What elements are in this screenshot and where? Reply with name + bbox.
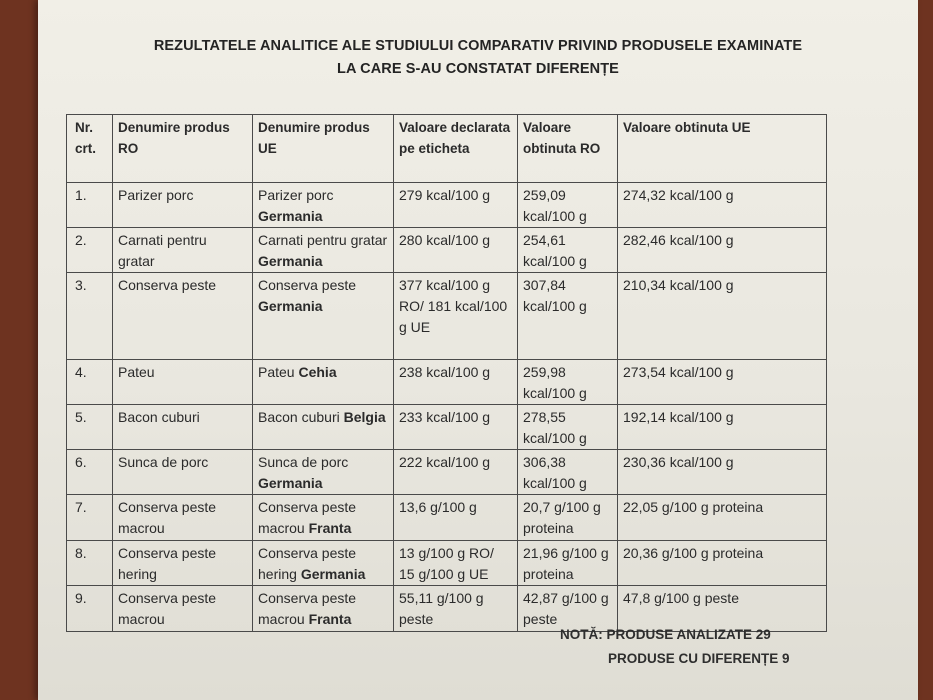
cell-product-ro: Sunca de porc xyxy=(113,450,253,495)
cell-value-ue: 273,54 kcal/100 g xyxy=(618,360,827,405)
cell-value-ue: 22,05 g/100 g proteina xyxy=(618,495,827,541)
table-row xyxy=(67,183,827,228)
product-ue-name: Conserva peste macrou xyxy=(258,499,357,536)
product-ue-name: Conserva peste xyxy=(258,277,357,293)
product-ue-country: Belgia xyxy=(343,409,386,425)
product-ue-country: Germania xyxy=(258,298,323,314)
cell-product-ro: Conserva peste hering xyxy=(113,541,253,586)
header-value-ue: Valoare obtinuta UE xyxy=(618,115,827,183)
cell-product-ue xyxy=(253,183,394,228)
cell-product-ue xyxy=(253,273,394,360)
table-header-row xyxy=(67,115,827,183)
cell-product-ro: Parizer porc xyxy=(113,183,253,228)
cell-value-ue: 210,34 kcal/100 g xyxy=(618,273,827,360)
cell-product-ro: Bacon cuburi xyxy=(113,405,253,450)
cell-value-ue: 20,36 g/100 g proteina xyxy=(618,541,827,586)
header-declared-value: Valoare declarata pe eticheta xyxy=(394,115,518,183)
cell-value-ro: 259,98 kcal/100 g xyxy=(518,360,618,405)
table-row xyxy=(67,360,827,405)
header-product-ro: Denumire produs RO xyxy=(113,115,253,183)
cell-value-ue: 192,14 kcal/100 g xyxy=(618,405,827,450)
cell-product-ro: Conserva peste xyxy=(113,273,253,360)
cell-product-ro: Conserva peste macrou xyxy=(113,495,253,541)
product-ue-country: Germania xyxy=(258,253,323,269)
cell-product-ro: Carnati pentru gratar xyxy=(113,228,253,273)
table-row xyxy=(67,450,827,495)
cell-nr: 7. xyxy=(67,495,113,541)
cell-declared-value: 55,11 g/100 g peste xyxy=(394,586,518,632)
note-products-analyzed: NOTĂ: PRODUSE ANALIZATE 29 xyxy=(560,627,771,642)
product-ue-country: Franta xyxy=(308,520,352,536)
product-ue-country: Franta xyxy=(308,611,352,627)
cell-value-ue: 230,36 kcal/100 g xyxy=(618,450,827,495)
cell-product-ro: Pateu xyxy=(113,360,253,405)
cell-declared-value: 377 kcal/100 g RO/ 181 kcal/100 g UE xyxy=(394,273,518,360)
cell-declared-value: 233 kcal/100 g xyxy=(394,405,518,450)
cell-declared-value: 238 kcal/100 g xyxy=(394,360,518,405)
cell-nr: 5. xyxy=(67,405,113,450)
product-ue-country: Germania xyxy=(258,475,323,491)
table-row xyxy=(67,586,827,632)
header-nr: Nr. crt. xyxy=(67,115,113,183)
cell-value-ro: 20,7 g/100 g proteina xyxy=(518,495,618,541)
product-ue-name: Pateu xyxy=(258,364,295,380)
cell-value-ro: 306,38 kcal/100 g xyxy=(518,450,618,495)
cell-product-ue xyxy=(253,228,394,273)
results-table xyxy=(66,114,827,632)
cell-product-ue xyxy=(253,541,394,586)
product-ue-name: Conserva peste macrou xyxy=(258,590,357,627)
cell-nr: 9. xyxy=(67,586,113,632)
document-title-line-1: REZULTATELE ANALITICE ALE STUDIULUI COMPARATIV PRIVIND PRODUSELE EXAMINATE xyxy=(153,38,803,54)
table-row xyxy=(67,541,827,586)
document-page xyxy=(38,0,918,700)
cell-declared-value: 13,6 g/100 g xyxy=(394,495,518,541)
cell-declared-value: 13 g/100 g RO/ 15 g/100 g UE xyxy=(394,541,518,586)
header-product-ue: Denumire produs UE xyxy=(253,115,394,183)
product-ue-name: Carnati pentru gratar xyxy=(258,232,388,248)
cell-nr: 8. xyxy=(67,541,113,586)
header-value-ro: Valoare obtinuta RO xyxy=(518,115,618,183)
product-ue-country: Germania xyxy=(258,208,323,224)
cell-product-ue xyxy=(253,360,394,405)
product-ue-name: Conserva peste hering xyxy=(258,545,357,582)
cell-nr: 1. xyxy=(67,183,113,228)
cell-nr: 3. xyxy=(67,273,113,360)
table-row xyxy=(67,228,827,273)
cell-product-ue xyxy=(253,450,394,495)
cell-value-ro: 254,61 kcal/100 g xyxy=(518,228,618,273)
table-row xyxy=(67,273,827,360)
product-ue-country: Germania xyxy=(300,566,366,582)
cell-value-ro: 21,96 g/100 g proteina xyxy=(518,541,618,586)
document-title-line-2: LA CARE S-AU CONSTATAT DIFERENȚE xyxy=(337,61,619,77)
cell-value-ro: 307,84 kcal/100 g xyxy=(518,273,618,360)
product-ue-name: Bacon cuburi xyxy=(258,409,340,425)
cell-declared-value: 222 kcal/100 g xyxy=(394,450,518,495)
cell-nr: 6. xyxy=(67,450,113,495)
cell-product-ue xyxy=(253,495,394,541)
cell-value-ro: 278,55 kcal/100 g xyxy=(518,405,618,450)
cell-value-ro: 259,09 kcal/100 g xyxy=(518,183,618,228)
cell-value-ue: 47,8 g/100 g peste xyxy=(618,586,827,632)
cell-product-ue xyxy=(253,586,394,632)
product-ue-country: Cehia xyxy=(298,364,337,380)
product-ue-name: Sunca de porc xyxy=(258,454,349,470)
cell-value-ro: 42,87 g/100 g peste xyxy=(518,586,618,632)
note-products-with-differences: PRODUSE CU DIFERENȚE 9 xyxy=(608,651,790,666)
table-row xyxy=(67,405,827,450)
product-ue-name: Parizer porc xyxy=(258,187,334,203)
cell-value-ue: 282,46 kcal/100 g xyxy=(618,228,827,273)
cell-declared-value: 279 kcal/100 g xyxy=(394,183,518,228)
cell-declared-value: 280 kcal/100 g xyxy=(394,228,518,273)
cell-nr: 2. xyxy=(67,228,113,273)
cell-nr: 4. xyxy=(67,360,113,405)
table-row xyxy=(67,495,827,541)
cell-product-ro: Conserva peste macrou xyxy=(113,586,253,632)
cell-product-ue xyxy=(253,405,394,450)
cell-value-ue: 274,32 kcal/100 g xyxy=(618,183,827,228)
